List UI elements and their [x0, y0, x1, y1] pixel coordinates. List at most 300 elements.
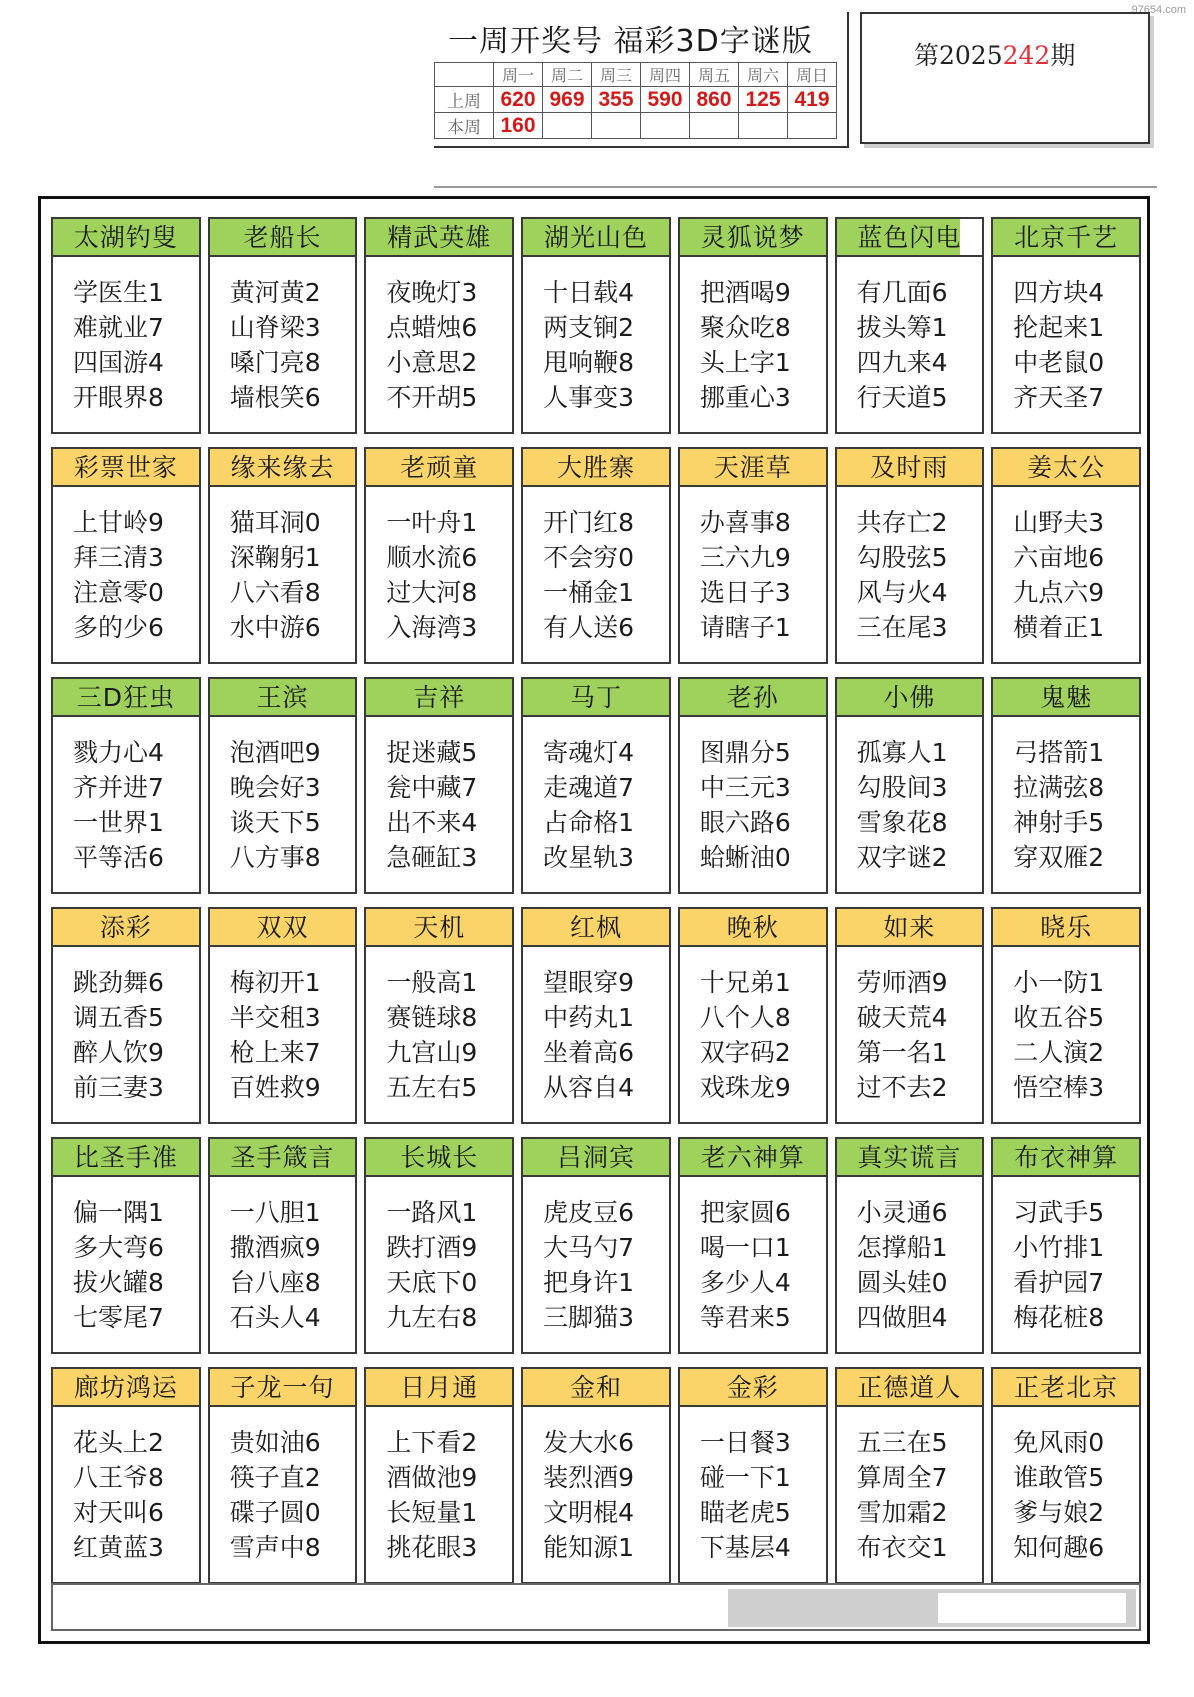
card-lines [523, 487, 669, 645]
day-header: 周四 [641, 63, 690, 87]
riddle-line: 破天荒4 [856, 1003, 948, 1032]
card-lines [993, 717, 1139, 875]
card-lines [993, 257, 1139, 415]
riddle-line: 选日子3 [699, 578, 791, 607]
card-title: 正老北京 [993, 1369, 1139, 1407]
card-lines [993, 487, 1139, 645]
page-title: 一周开奖号 福彩3D字谜版 [448, 24, 813, 59]
riddle-line: 八六看8 [229, 578, 321, 607]
riddle-line: 醉人饮9 [73, 1038, 164, 1067]
riddle-line: 坐着高6 [543, 1038, 635, 1067]
riddle-line: 捉迷藏5 [386, 738, 478, 767]
riddle-line: 山野夫3 [1013, 508, 1105, 537]
draw-number: 419 [788, 87, 837, 113]
card-lines [53, 1407, 199, 1565]
riddle-line: 发大水6 [543, 1428, 635, 1457]
riddle-line: 六亩地6 [1013, 543, 1105, 572]
riddle-line: 九左右8 [386, 1303, 478, 1332]
riddle-line: 眼六路6 [699, 808, 791, 837]
riddle-line: 八方事8 [229, 843, 321, 872]
card-lines [837, 947, 983, 1105]
riddle-line: 跌打酒9 [386, 1233, 478, 1262]
riddle-line: 齐天圣7 [1013, 383, 1105, 412]
riddle-line: 双字码2 [699, 1038, 791, 1067]
riddle-line: 第一名1 [856, 1038, 948, 1067]
riddle-line: 布衣交1 [856, 1533, 948, 1562]
riddle-line: 学医生1 [73, 278, 164, 307]
card-lines [210, 1407, 356, 1565]
riddle-line: 一般高1 [386, 968, 478, 997]
card-lines [680, 717, 826, 875]
riddle-line: 请瞎子1 [699, 613, 791, 642]
bottom-bar-box [938, 1593, 1126, 1623]
draw-number: 355 [592, 87, 641, 113]
riddle-line: 双字谜2 [856, 843, 948, 872]
riddle-line: 过不去2 [856, 1073, 948, 1102]
card-lines [523, 717, 669, 875]
riddle-line: 拔头筹1 [856, 313, 948, 342]
riddle-card [678, 1137, 828, 1354]
riddle-line: 注意零0 [73, 578, 164, 607]
card-title: 正德道人 [837, 1369, 983, 1407]
riddle-line: 圆头娃0 [856, 1268, 948, 1297]
riddle-line: 齐并进7 [73, 773, 164, 802]
riddle-card [991, 677, 1141, 894]
riddle-line: 对天叫6 [73, 1498, 164, 1527]
card-lines [53, 257, 199, 415]
riddle-line: 雪象花8 [856, 808, 948, 837]
riddle-line: 头上字1 [699, 348, 791, 377]
card-title: 老顽童 [366, 449, 512, 487]
riddle-line: 瞄老虎5 [699, 1498, 791, 1527]
riddle-line: 看护园7 [1013, 1268, 1105, 1297]
card-lines [680, 257, 826, 415]
riddle-line: 过大河8 [386, 578, 478, 607]
card-title: 金彩 [680, 1369, 826, 1407]
riddle-line: 勾股间3 [856, 773, 948, 802]
riddle-line: 半交租3 [229, 1003, 321, 1032]
riddle-line: 五三在5 [856, 1428, 948, 1457]
draw-number [788, 113, 837, 139]
card-title: 王滨 [210, 679, 356, 717]
riddle-line: 十日载4 [543, 278, 635, 307]
card-lines [53, 1177, 199, 1335]
riddle-line: 穿双雁2 [1013, 843, 1105, 872]
site-watermark: 97654.com [1131, 4, 1186, 16]
card-lines [53, 947, 199, 1105]
riddle-line: 爹与娘2 [1013, 1498, 1105, 1527]
riddle-line: 弓搭箭1 [1013, 738, 1105, 767]
riddle-line: 中三元3 [699, 773, 791, 802]
riddle-card [835, 447, 985, 664]
card-lines [680, 947, 826, 1105]
card-title: 大胜寨 [523, 449, 669, 487]
card-title: 廊坊鸿运 [53, 1369, 199, 1407]
riddle-card [521, 1367, 671, 1584]
day-header: 周三 [592, 63, 641, 87]
day-header: 周一 [494, 63, 543, 87]
riddle-line: 怎撑船1 [856, 1233, 948, 1262]
riddle-line: 小竹排1 [1013, 1233, 1105, 1262]
riddle-line: 调五香5 [73, 1003, 164, 1032]
riddle-line: 甩响鞭8 [543, 348, 635, 377]
issue-suffix: 期 [1050, 41, 1076, 70]
draw-number [543, 113, 592, 139]
riddle-line: 三六九9 [699, 543, 791, 572]
riddle-line: 风与火4 [856, 578, 948, 607]
card-title: 灵狐说梦 [680, 219, 826, 257]
riddle-line: 一八胆1 [229, 1198, 321, 1227]
card-title: 吉祥 [366, 679, 512, 717]
riddle-line: 多大弯6 [73, 1233, 164, 1262]
riddle-line: 山脊梁3 [229, 313, 321, 342]
riddle-card [364, 217, 514, 434]
card-lines [366, 1177, 512, 1335]
riddle-card [521, 677, 671, 894]
card-lines [210, 717, 356, 875]
card-title: 添彩 [53, 909, 199, 947]
riddle-line: 花头上2 [73, 1428, 164, 1457]
riddle-card [991, 1137, 1141, 1354]
riddle-line: 瓮中藏7 [386, 773, 478, 802]
riddle-frame [38, 196, 1150, 1644]
riddle-line: 上下看2 [386, 1428, 478, 1457]
riddle-line: 中老鼠0 [1013, 348, 1105, 377]
card-title: 老六神算 [680, 1139, 826, 1177]
card-title: 马丁 [523, 679, 669, 717]
riddle-card [835, 907, 985, 1124]
riddle-line: 小一防1 [1013, 968, 1105, 997]
card-title: 小佛 [837, 679, 983, 717]
riddle-line: 赛链球8 [386, 1003, 478, 1032]
riddle-line: 撒酒疯9 [229, 1233, 321, 1262]
issue-box [860, 12, 1150, 144]
riddle-line: 把酒喝9 [699, 278, 791, 307]
riddle-line: 装烈酒9 [543, 1463, 635, 1492]
card-lines [366, 487, 512, 645]
riddle-card [208, 1137, 358, 1354]
riddle-card [51, 217, 201, 434]
riddle-line: 拉满弦8 [1013, 773, 1105, 802]
riddle-line: 酒做池9 [386, 1463, 478, 1492]
draw-number [641, 113, 690, 139]
card-title: 子龙一句 [210, 1369, 356, 1407]
riddle-line: 谁敢管5 [1013, 1463, 1105, 1492]
card-title: 长城长 [366, 1139, 512, 1177]
card-title: 双双 [210, 909, 356, 947]
card-title: 姜太公 [993, 449, 1139, 487]
riddle-line: 办喜事8 [699, 508, 791, 537]
riddle-line: 挑花眼3 [386, 1533, 478, 1562]
riddle-line: 一叶舟1 [386, 508, 478, 537]
riddle-line: 跳劲舞6 [73, 968, 164, 997]
riddle-line: 孤寡人1 [856, 738, 948, 767]
riddle-line: 中药丸1 [543, 1003, 635, 1032]
card-title: 布衣神算 [993, 1139, 1139, 1177]
riddle-line: 一日餐3 [699, 1428, 791, 1457]
riddle-card [364, 907, 514, 1124]
riddle-card [521, 1137, 671, 1354]
card-lines [210, 1177, 356, 1335]
card-title: 圣手箴言 [210, 1139, 356, 1177]
riddle-line: 墙根笑6 [229, 383, 321, 412]
issue-prefix: 第2025 [914, 41, 1003, 70]
card-title: 晓乐 [993, 909, 1139, 947]
riddle-line: 开门红8 [543, 508, 635, 537]
riddle-line: 知何趣6 [1013, 1533, 1105, 1562]
card-lines [210, 257, 356, 415]
riddle-line: 晚会好3 [229, 773, 321, 802]
riddle-line: 把家圆6 [699, 1198, 791, 1227]
riddle-line: 上甘岭9 [73, 508, 164, 537]
day-header: 周日 [788, 63, 837, 87]
riddle-card [678, 217, 828, 434]
draw-number [592, 113, 641, 139]
riddle-line: 石头人4 [229, 1303, 321, 1332]
riddle-card [208, 217, 358, 434]
riddle-line: 戏珠龙9 [699, 1073, 791, 1102]
card-lines [837, 717, 983, 875]
riddle-line: 从容自4 [543, 1073, 635, 1102]
riddle-line: 梅花桩8 [1013, 1303, 1105, 1332]
riddle-card [208, 1367, 358, 1584]
riddle-line: 两支锏2 [543, 313, 635, 342]
riddle-line: 黄河黄2 [229, 278, 321, 307]
riddle-line: 入海湾3 [386, 613, 478, 642]
riddle-card [521, 907, 671, 1124]
riddle-line: 前三妻3 [73, 1073, 164, 1102]
card-title: 天涯草 [680, 449, 826, 487]
riddle-card [991, 217, 1141, 434]
riddle-line: 图鼎分5 [699, 738, 791, 767]
riddle-line: 走魂道7 [543, 773, 635, 802]
draw-number: 860 [690, 87, 739, 113]
this-week-label: 本周 [435, 113, 494, 139]
riddle-line: 劳师酒9 [856, 968, 948, 997]
riddle-card [364, 677, 514, 894]
riddle-card [208, 447, 358, 664]
riddle-line: 能知源1 [543, 1533, 635, 1562]
last-week-label: 上周 [435, 87, 494, 113]
riddle-card [678, 447, 828, 664]
card-lines [523, 1177, 669, 1335]
card-title: 北京千艺 [993, 219, 1139, 257]
riddle-line: 有几面6 [856, 278, 948, 307]
riddle-line: 挪重心3 [699, 383, 791, 412]
card-lines [366, 717, 512, 875]
riddle-line: 三在尾3 [856, 613, 948, 642]
card-title: 金和 [523, 1369, 669, 1407]
riddle-line: 八个人8 [699, 1003, 791, 1032]
issue-label [914, 36, 1075, 72]
riddle-line: 多的少6 [73, 613, 164, 642]
card-title: 太湖钓叟 [53, 219, 199, 257]
riddle-line: 小意思2 [386, 348, 478, 377]
riddle-line: 三脚猫3 [543, 1303, 635, 1332]
riddle-card [678, 1367, 828, 1584]
card-lines [210, 947, 356, 1105]
card-lines [837, 1177, 983, 1335]
riddle-line: 小灵通6 [856, 1198, 948, 1227]
riddle-card [835, 217, 985, 434]
riddle-line: 深鞠躬1 [229, 543, 321, 572]
draw-number [739, 113, 788, 139]
riddle-card [521, 217, 671, 434]
riddle-line: 红黄蓝3 [73, 1533, 164, 1562]
card-title: 晚秋 [680, 909, 826, 947]
card-lines [837, 487, 983, 645]
riddle-line: 寄魂灯4 [543, 738, 635, 767]
card-lines [53, 717, 199, 875]
riddle-line: 天底下0 [386, 1268, 478, 1297]
day-header-row [435, 63, 837, 87]
riddle-line: 出不来4 [386, 808, 478, 837]
riddle-line: 有人送6 [543, 613, 635, 642]
riddle-card [364, 447, 514, 664]
riddle-line: 戮力心4 [73, 738, 164, 767]
riddle-line: 虎皮豆6 [543, 1198, 635, 1227]
card-lines [523, 257, 669, 415]
card-lines [523, 1407, 669, 1565]
riddle-line: 占命格1 [543, 808, 635, 837]
riddle-card [521, 447, 671, 664]
riddle-line: 四方块4 [1013, 278, 1105, 307]
riddle-line: 筷子直2 [229, 1463, 321, 1492]
card-title: 比圣手准 [53, 1139, 199, 1177]
riddle-card [51, 1137, 201, 1354]
card-lines [366, 1407, 512, 1565]
riddle-line: 望眼穿9 [543, 968, 635, 997]
riddle-card [678, 907, 828, 1124]
card-lines [680, 1407, 826, 1565]
card-lines [53, 487, 199, 645]
riddle-line: 雪加霜2 [856, 1498, 948, 1527]
riddle-line: 横着正1 [1013, 613, 1105, 642]
riddle-line: 等君来5 [699, 1303, 791, 1332]
riddle-line: 嗓门亮8 [229, 348, 321, 377]
card-lines [680, 1177, 826, 1335]
riddle-line: 下基层4 [699, 1533, 791, 1562]
issue-number: 242 [1002, 41, 1051, 70]
card-lines [366, 947, 512, 1105]
riddle-line: 九宫山9 [386, 1038, 478, 1067]
card-title: 缘来缘去 [210, 449, 356, 487]
card-lines [993, 1177, 1139, 1335]
riddle-line: 五左右5 [386, 1073, 478, 1102]
riddle-line: 雪声中8 [229, 1533, 321, 1562]
riddle-line: 平等活6 [73, 843, 164, 872]
riddle-line: 二人演2 [1013, 1038, 1105, 1067]
card-title: 老孙 [680, 679, 826, 717]
card-title: 彩票世家 [53, 449, 199, 487]
riddle-line: 抡起来1 [1013, 313, 1105, 342]
riddle-line: 猫耳洞0 [229, 508, 321, 537]
draw-number: 969 [543, 87, 592, 113]
riddle-line: 开眼界8 [73, 383, 164, 412]
riddle-line: 大马勺7 [543, 1233, 635, 1262]
riddle-card [678, 677, 828, 894]
bottom-bar [51, 1583, 1141, 1631]
riddle-line: 四九来4 [856, 348, 948, 377]
card-title: 及时雨 [837, 449, 983, 487]
riddle-card [835, 1137, 985, 1354]
riddle-line: 文明棍4 [543, 1498, 635, 1527]
riddle-line: 百姓救9 [229, 1073, 321, 1102]
card-lines [366, 257, 512, 415]
riddle-line: 算周全7 [856, 1463, 948, 1492]
riddle-line: 偏一隅1 [73, 1198, 164, 1227]
riddle-line: 聚众吃8 [699, 313, 791, 342]
last-week-row [435, 87, 837, 113]
card-lines [993, 1407, 1139, 1565]
card-title: 三D狂虫 [53, 679, 199, 717]
day-header: 周五 [690, 63, 739, 87]
riddle-line: 习武手5 [1013, 1198, 1105, 1227]
riddle-card [51, 677, 201, 894]
riddle-line: 免风雨0 [1013, 1428, 1105, 1457]
card-lines [523, 947, 669, 1105]
riddle-line: 悟空棒3 [1013, 1073, 1105, 1102]
card-title: 如来 [837, 909, 983, 947]
day-header: 周二 [543, 63, 592, 87]
divider-line [434, 186, 1157, 188]
this-week-row [435, 113, 837, 139]
card-lines [837, 257, 983, 415]
riddle-line: 共存亡2 [856, 508, 948, 537]
riddle-line: 把身许1 [543, 1268, 635, 1297]
riddle-line: 一世界1 [73, 808, 164, 837]
riddle-line: 勾股弦5 [856, 543, 948, 572]
card-lines [210, 487, 356, 645]
riddle-line: 九点六9 [1013, 578, 1105, 607]
riddle-line: 四国游4 [73, 348, 164, 377]
card-title: 湖光山色 [523, 219, 669, 257]
riddle-line: 泡酒吧9 [229, 738, 321, 767]
riddle-line: 谈天下5 [229, 808, 321, 837]
riddle-card [51, 907, 201, 1124]
riddle-line: 一桶金1 [543, 578, 635, 607]
riddle-line: 改星轨3 [543, 843, 635, 872]
card-title: 吕洞宾 [523, 1139, 669, 1177]
day-header: 周六 [739, 63, 788, 87]
riddle-line: 夜晚灯3 [386, 278, 478, 307]
riddle-line: 不会穷0 [543, 543, 635, 572]
card-title: 精武英雄 [366, 219, 512, 257]
riddle-line: 顺水流6 [386, 543, 478, 572]
riddle-grid [51, 217, 1141, 1584]
riddle-line: 拔火罐8 [73, 1268, 164, 1297]
riddle-card [991, 447, 1141, 664]
card-title: 蓝色闪电 [837, 219, 983, 257]
riddle-line: 难就业7 [73, 313, 164, 342]
riddle-line: 台八座8 [229, 1268, 321, 1297]
riddle-card [991, 1367, 1141, 1584]
draw-number: 160 [494, 113, 543, 139]
card-lines [993, 947, 1139, 1105]
riddle-line: 多少人4 [699, 1268, 791, 1297]
riddle-line: 行天道5 [856, 383, 948, 412]
riddle-card [208, 677, 358, 894]
riddle-card [51, 1367, 201, 1584]
riddle-card [835, 677, 985, 894]
riddle-line: 碟子圆0 [229, 1498, 321, 1527]
riddle-line: 七零尾7 [73, 1303, 164, 1332]
card-title: 红枫 [523, 909, 669, 947]
riddle-line: 十兄弟1 [699, 968, 791, 997]
card-lines [837, 1407, 983, 1565]
riddle-card [364, 1137, 514, 1354]
riddle-line: 不开胡5 [386, 383, 478, 412]
